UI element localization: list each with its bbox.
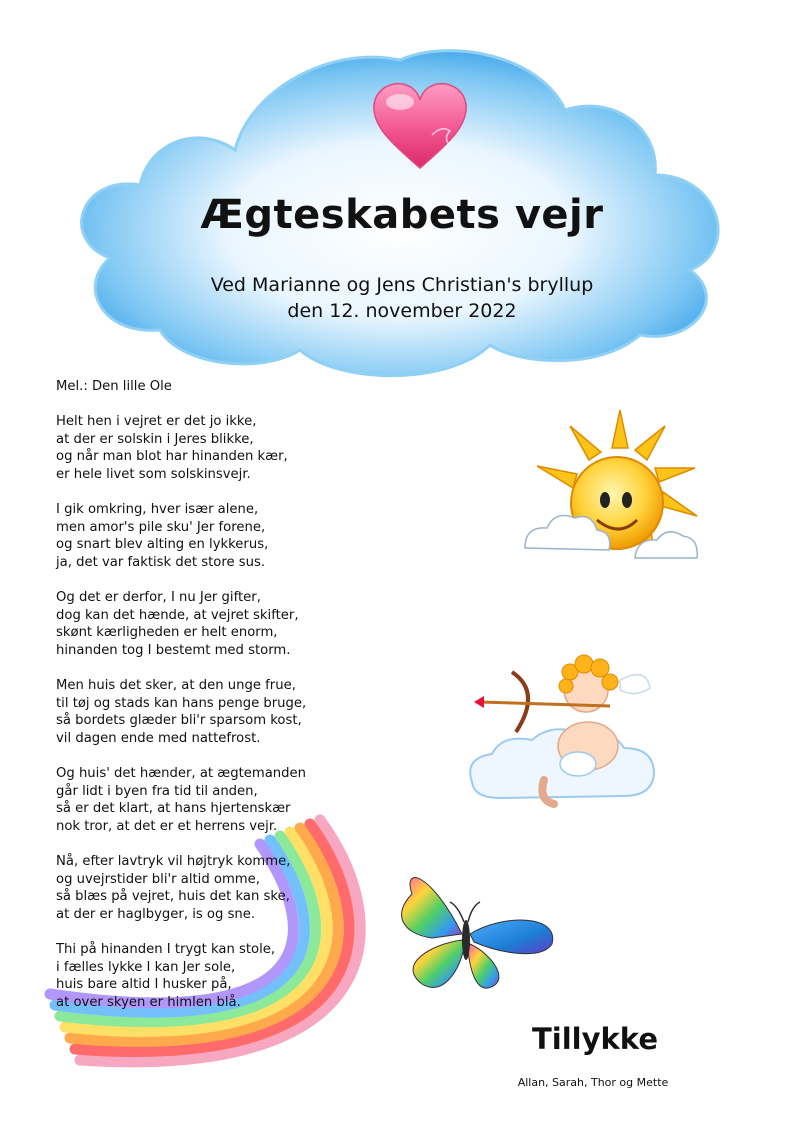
- verse-line: vil dagen ende med nattefrost.: [56, 730, 261, 746]
- verse-line: i fælles lykke I kan Jer sole,: [56, 959, 236, 975]
- verse-line: ja, det var faktisk det store sus.: [56, 554, 266, 570]
- verse-line: Og det er derfor, I nu Jer gifter,: [56, 590, 261, 606]
- melody-line: Mel.: Den lille Ole: [56, 379, 172, 394]
- verse-line: skønt kærligheden er helt enorm,: [56, 625, 278, 641]
- verse-line: at der er haglbyger, is og sne.: [56, 906, 256, 922]
- stanza: [56, 501, 476, 571]
- verse-line: I gik omkring, hver især alene,: [56, 502, 259, 518]
- verse-line: dog kan det hænde, at vejret skifter,: [56, 607, 299, 623]
- verse-line: er hele livet som solskinsvejr.: [56, 466, 251, 482]
- verse-line: til tøj og stads kan hans penge bruge,: [56, 695, 307, 711]
- verse-line: at over skyen er himlen blå.: [56, 994, 241, 1010]
- verse-line: at der er solskin i Jeres blikke,: [56, 431, 254, 447]
- verse-line: huis bare altid I husker på,: [56, 977, 232, 993]
- stanza: [56, 413, 476, 483]
- verse-line: og snart blev alting en lykkerus,: [56, 537, 269, 553]
- verse-line: så blæs på vejret, huis det kan ske,: [56, 889, 290, 905]
- verse-line: og når man blot har hinanden kær,: [56, 449, 288, 465]
- page-title: Ægteskabets vejr: [200, 192, 604, 238]
- verse-line: nok tror, at det er et herrens vejr.: [56, 818, 278, 834]
- closing-greeting: Tillykke: [532, 1022, 658, 1056]
- subtitle-couple: Ved Marianne og Jens Christian's bryllup: [210, 274, 594, 296]
- heart-icon: [370, 80, 470, 172]
- closing-signers: Allan, Sarah, Thor og Mette: [517, 1076, 669, 1089]
- header-cloud: [0, 0, 804, 400]
- verse-line: Men huis det sker, at den unge frue,: [56, 678, 296, 694]
- stanza: [56, 589, 476, 659]
- verse-line: og uvejrstider bli'r altid omme,: [56, 871, 260, 887]
- verse-line: så bordets glæder bli'r sparsom kost,: [56, 713, 302, 729]
- subtitle-date: den 12. november 2022: [287, 300, 517, 322]
- verse-line: men amor's pile sku' Jer forene,: [56, 519, 266, 535]
- stanza: [56, 765, 476, 835]
- verse-line: så er det klart, at hans hjertenskær: [56, 801, 291, 817]
- verse-line: Og huis' det hænder, at ægtemanden: [56, 766, 306, 782]
- verse-line: hinanden tog I bestemt med storm.: [56, 642, 291, 658]
- verse-line: Nå, efter lavtryk vil højtryk komme,: [56, 854, 291, 870]
- verse-line: Helt hen i vejret er det jo ikke,: [56, 414, 257, 430]
- stanza: [56, 677, 476, 747]
- butterfly-illustration: [392, 864, 562, 998]
- sun-illustration: [515, 408, 705, 580]
- cupid-illustration: [460, 650, 680, 810]
- verse-line: går lidt i byen fra tid til anden,: [56, 783, 258, 799]
- verse-line: Thi på hinanden I trygt kan stole,: [56, 942, 276, 957]
